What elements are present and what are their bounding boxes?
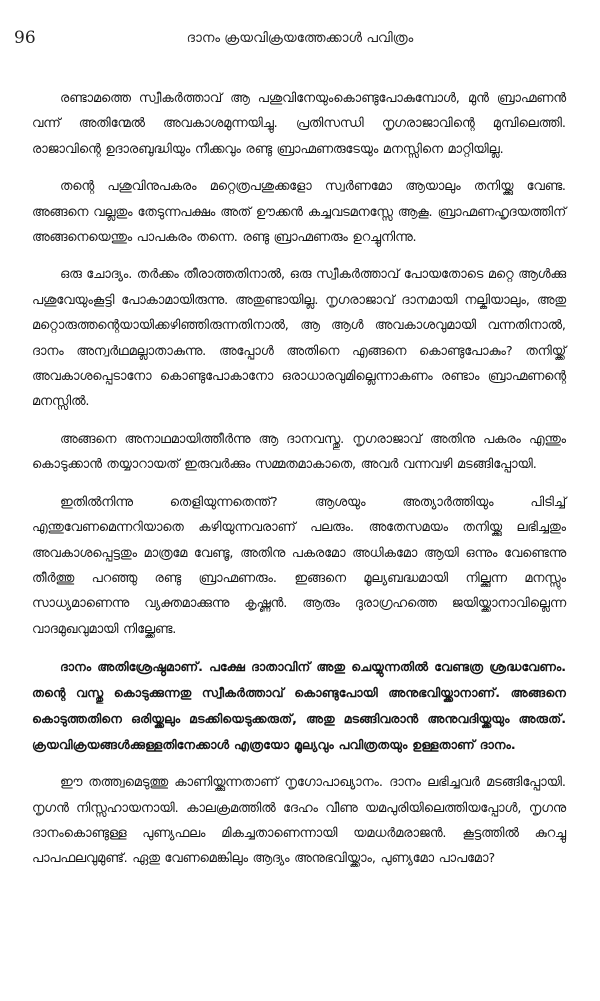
running-title: ദാനം ക്രയവിക്രയത്തേക്കാൾ പവിത്രം xyxy=(186,30,414,46)
paragraph-question: ഒരു ചോദ്യം. തർക്കം തീരാത്തതിനാൽ, ഒരു സ്വീകർത്താവ് പോയതോടെ മറ്റെ ആൾക്കു പശുവേയുംകൂട്ടി പോകാമായിരുന്നു. അതുണ്ടായില്ല. നൃഗരാജാവ് ദാനമായി നല്കിയാലും, അതു മറ്റൊരുത്തന്റെയായിക്കഴിഞ്ഞിരുന്നതിനാൽ, ആ ആൾ അവകാശവുമായി വന്നതിനാൽ, ദാനം അന്വർഥമല്ലാതാകുന്നു. അപ്പോൾ അതിനെ എങ്ങനെ കൊണ്ടുപോകും? തനിയ്ക്ക് അവകാശപ്പെടാനോ കൊണ്ടുപോകാനോ ഒരാധാരവുമില്ലെന്നാകണം രണ്ടാം ബ്രാഹ്മണന്റെ മനസ്സിൽ. xyxy=(32,267,566,410)
paragraph-orphaned-gift: അങ്ങനെ അനാഥമായിത്തീർന്നു ആ ദാനവസ്തു. നൃഗരാജാവ് അതിനു പകരം എന്തും കൊടുക്കാൻ തയ്യാറായത് ഇരുവർക്കും സമ്മതമാകാതെ, അവർ വന്നവഴി മടങ്ങിപ്പോയി. xyxy=(32,431,566,473)
paragraph-lesson: ഇതിൽനിന്നു തെളിയുന്നതെന്ത്? ആശയും അത്യാർത്തിയും പിടിച്ച് എന്തുവേണമെന്നറിയാതെ കഴിയുന്നവരാണ് പലരും. അതേസമയം തനിയ്ക്കു ലഭിച്ചതും അവകാശപ്പെട്ടതും മാത്രമേ വേണ്ടൂ, അതിനു പകരമോ അധികമോ ആയി ഒന്നും വേണ്ടെന്നു തീർത്തു പറഞ്ഞു രണ്ടു ബ്രാഹ്മണരും. ഇങ്ങനെ മൂല്യബദ്ധമായി നില്ക്കുന്ന മനസ്സും സാധ്യമാണെന്നു വ്യക്തമാക്കുന്നു കൃഷ്ണൻ. ആരും ദുരാഗ്രഹത്തെ ജയിയ്ക്കാനാവില്ലെന്ന വാദമുഖവുമായി നില്ക്കേണ്ട. xyxy=(32,494,566,637)
body-text xyxy=(32,86,566,884)
page-header xyxy=(0,28,600,54)
paragraph-closing: ഈ തത്ത്വമെടുത്തു കാണിയ്ക്കുന്നതാണ് നൃഗോപാഖ്യാനം. ദാനം ലഭിച്ചവർ മടങ്ങിപ്പോയി. നൃഗൻ നിസ്സഹായനായി. കാലക്രമത്തിൽ ദേഹം വീണു യമപുരിയിലെത്തിയപ്പോൾ, നൃഗനു ദാനംകൊണ്ടുള്ള പുണ്യഫലം മികച്ചതാണെന്നായി യമധർമരാജൻ. കൂട്ടത്തിൽ കുറച്ചു പാപഫലവുമുണ്ട്. ഏതു വേണമെങ്കിലും ആദ്യം അനുഭവിയ്ക്കാം, പുണ്യമോ പാപമോ? xyxy=(32,775,566,867)
paragraph-emphasis: ദാനം അതിശ്രേഷ്ഠമാണ്. പക്ഷേ ദാതാവിന് അതു ചെയ്യുന്നതിൽ വേണ്ടത്ര ശ്രദ്ധവേണം. തന്റെ വസ്തു കൊടുക്കുന്നതു സ്വീകർത്താവ് കൊണ്ടുപോയി അനുഭവിയ്ക്കാനാണ്. അങ്ങനെ കൊടുത്തതിനെ ഒരിയ്ക്കലും മടക്കിയെടുക്കരുത്, അതു മടങ്ങിവരാൻ അനുവദിയ്ക്കയും അരുത്. ക്രയവിക്രയങ്ങൾക്കുള്ളതിനേക്കാൾ എത്രയോ മൂല്യവും പവിത്രതയും ഉള്ളതാണ് ദാനം. xyxy=(32,659,566,753)
paragraph-second-recipient: രണ്ടാമത്തെ സ്വീകർത്താവ് ആ പശുവിനേയുംകൊണ്ടുപോകുമ്പോൾ, മുൻ ബ്രാഹ്മണൻ വന്ന് അതിന്മേൽ അവകാശമുന്നയിച്ചു. പ്രതിസന്ധി നൃഗരാജാവിന്റെ മുമ്പിലെത്തി. രാജാവിന്റെ ഉദാരബുദ്ധിയും നീക്കവും രണ്ടു ബ്രാഹ്മണരുടേയും മനസ്സിനെ മാറ്റിയില്ല. xyxy=(32,91,566,157)
paragraph-brahmin-refusal: തന്റെ പശുവിനുപകരം മറ്റെത്രപശുക്കളോ സ്വർണമോ ആയാലും തനിയ്ക്കു വേണ്ട. അങ്ങനെ വല്ലതും തേടുന്നപക്ഷം അത് ഊക്കൻ കച്ചവടമനസ്സേ ആകൂ. ബ്രാഹ്മണഹൃദയത്തിന് അങ്ങനെയെന്തും പാപകരം തന്നെ. രണ്ടു ബ്രാഹ്മണരും ഉറച്ചുനിന്നു. xyxy=(32,179,566,246)
page-number: 96 xyxy=(14,28,36,48)
